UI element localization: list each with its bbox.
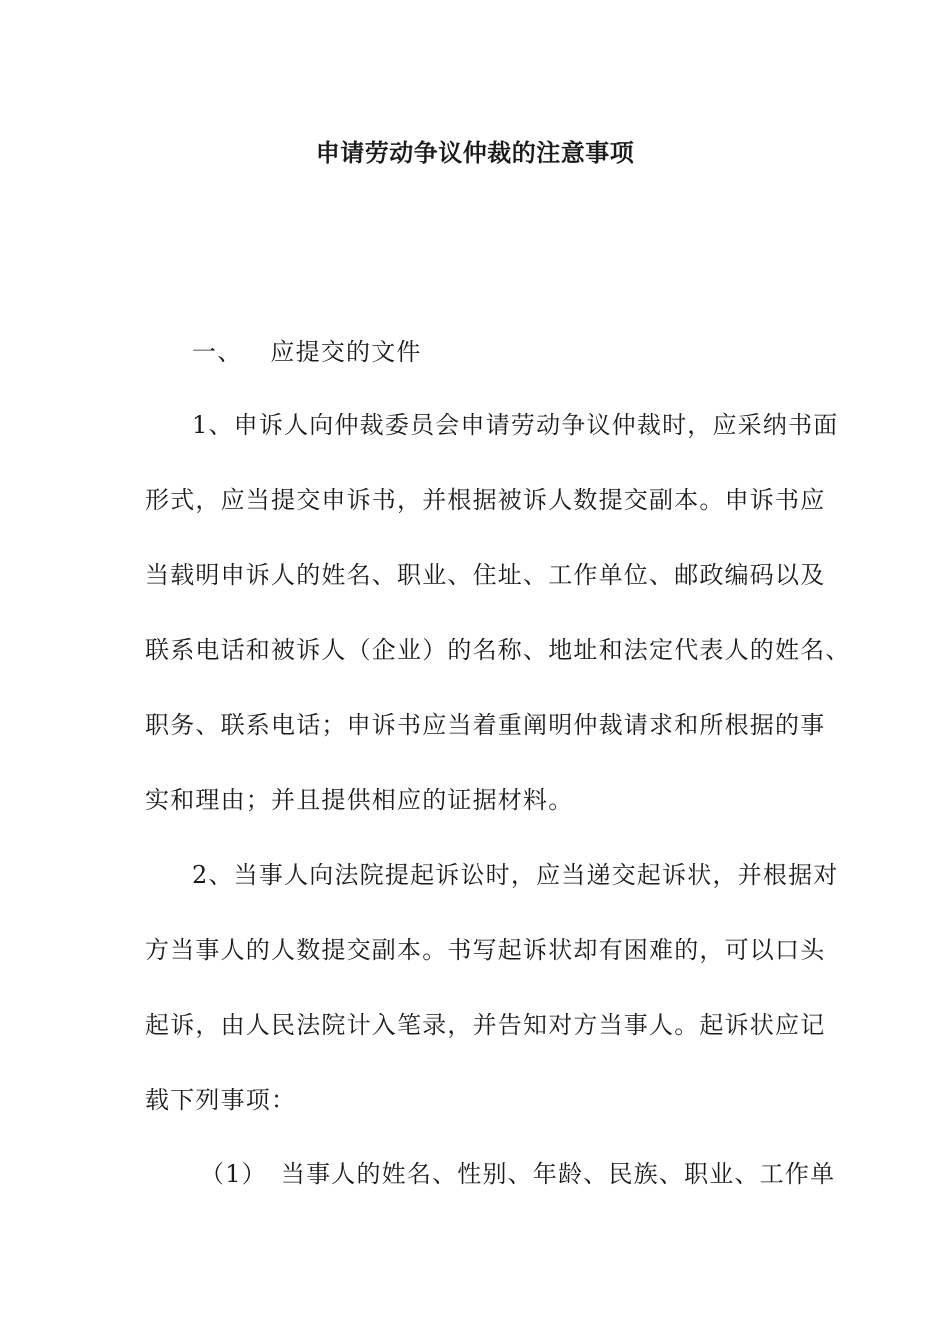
paragraph-line: 联系电话和被诉人（企业）的名称、地址和法定代表人的姓名、 bbox=[145, 636, 851, 664]
paragraph-line: 起诉，由人民法院计入笔录，并告知对方当事人。起诉状应记 bbox=[145, 1011, 826, 1039]
document-title: 申请劳动争议仲裁的注意事项 bbox=[315, 139, 635, 167]
paragraph-line: 方当事人的人数提交副本。书写起诉状却有困难的，可以口头 bbox=[145, 936, 826, 964]
list-item bbox=[200, 1157, 835, 1191]
list-item-number: （1） bbox=[200, 1160, 267, 1188]
paragraph-line: 2、当事人向法院提起诉讼时，应当递交起诉状，并根据对 bbox=[192, 861, 839, 889]
paragraph-line: 1、申诉人向仲裁委员会申请劳动争议仲裁时，应采纳书面 bbox=[192, 411, 839, 439]
paragraph-line: 载下列事项： bbox=[145, 1086, 297, 1114]
paragraph-line: 形式，应当提交申诉书，并根据被诉人数提交副本。申诉书应 bbox=[145, 486, 826, 514]
paragraph-line: 职务、联系电话；申诉书应当着重阐明仲裁请求和所根据的事 bbox=[145, 711, 826, 739]
paragraph-line: 当载明申诉人的姓名、职业、住址、工作单位、邮政编码以及 bbox=[145, 561, 826, 589]
section-heading-text: 应提交的文件 bbox=[270, 338, 422, 366]
section-number: 一、 bbox=[192, 338, 243, 366]
list-item-text: 当事人的姓名、性别、年龄、民族、职业、工作单 bbox=[280, 1160, 836, 1188]
paragraph-line: 实和理由；并且提供相应的证据材料。 bbox=[145, 786, 574, 814]
section-heading bbox=[192, 335, 422, 369]
